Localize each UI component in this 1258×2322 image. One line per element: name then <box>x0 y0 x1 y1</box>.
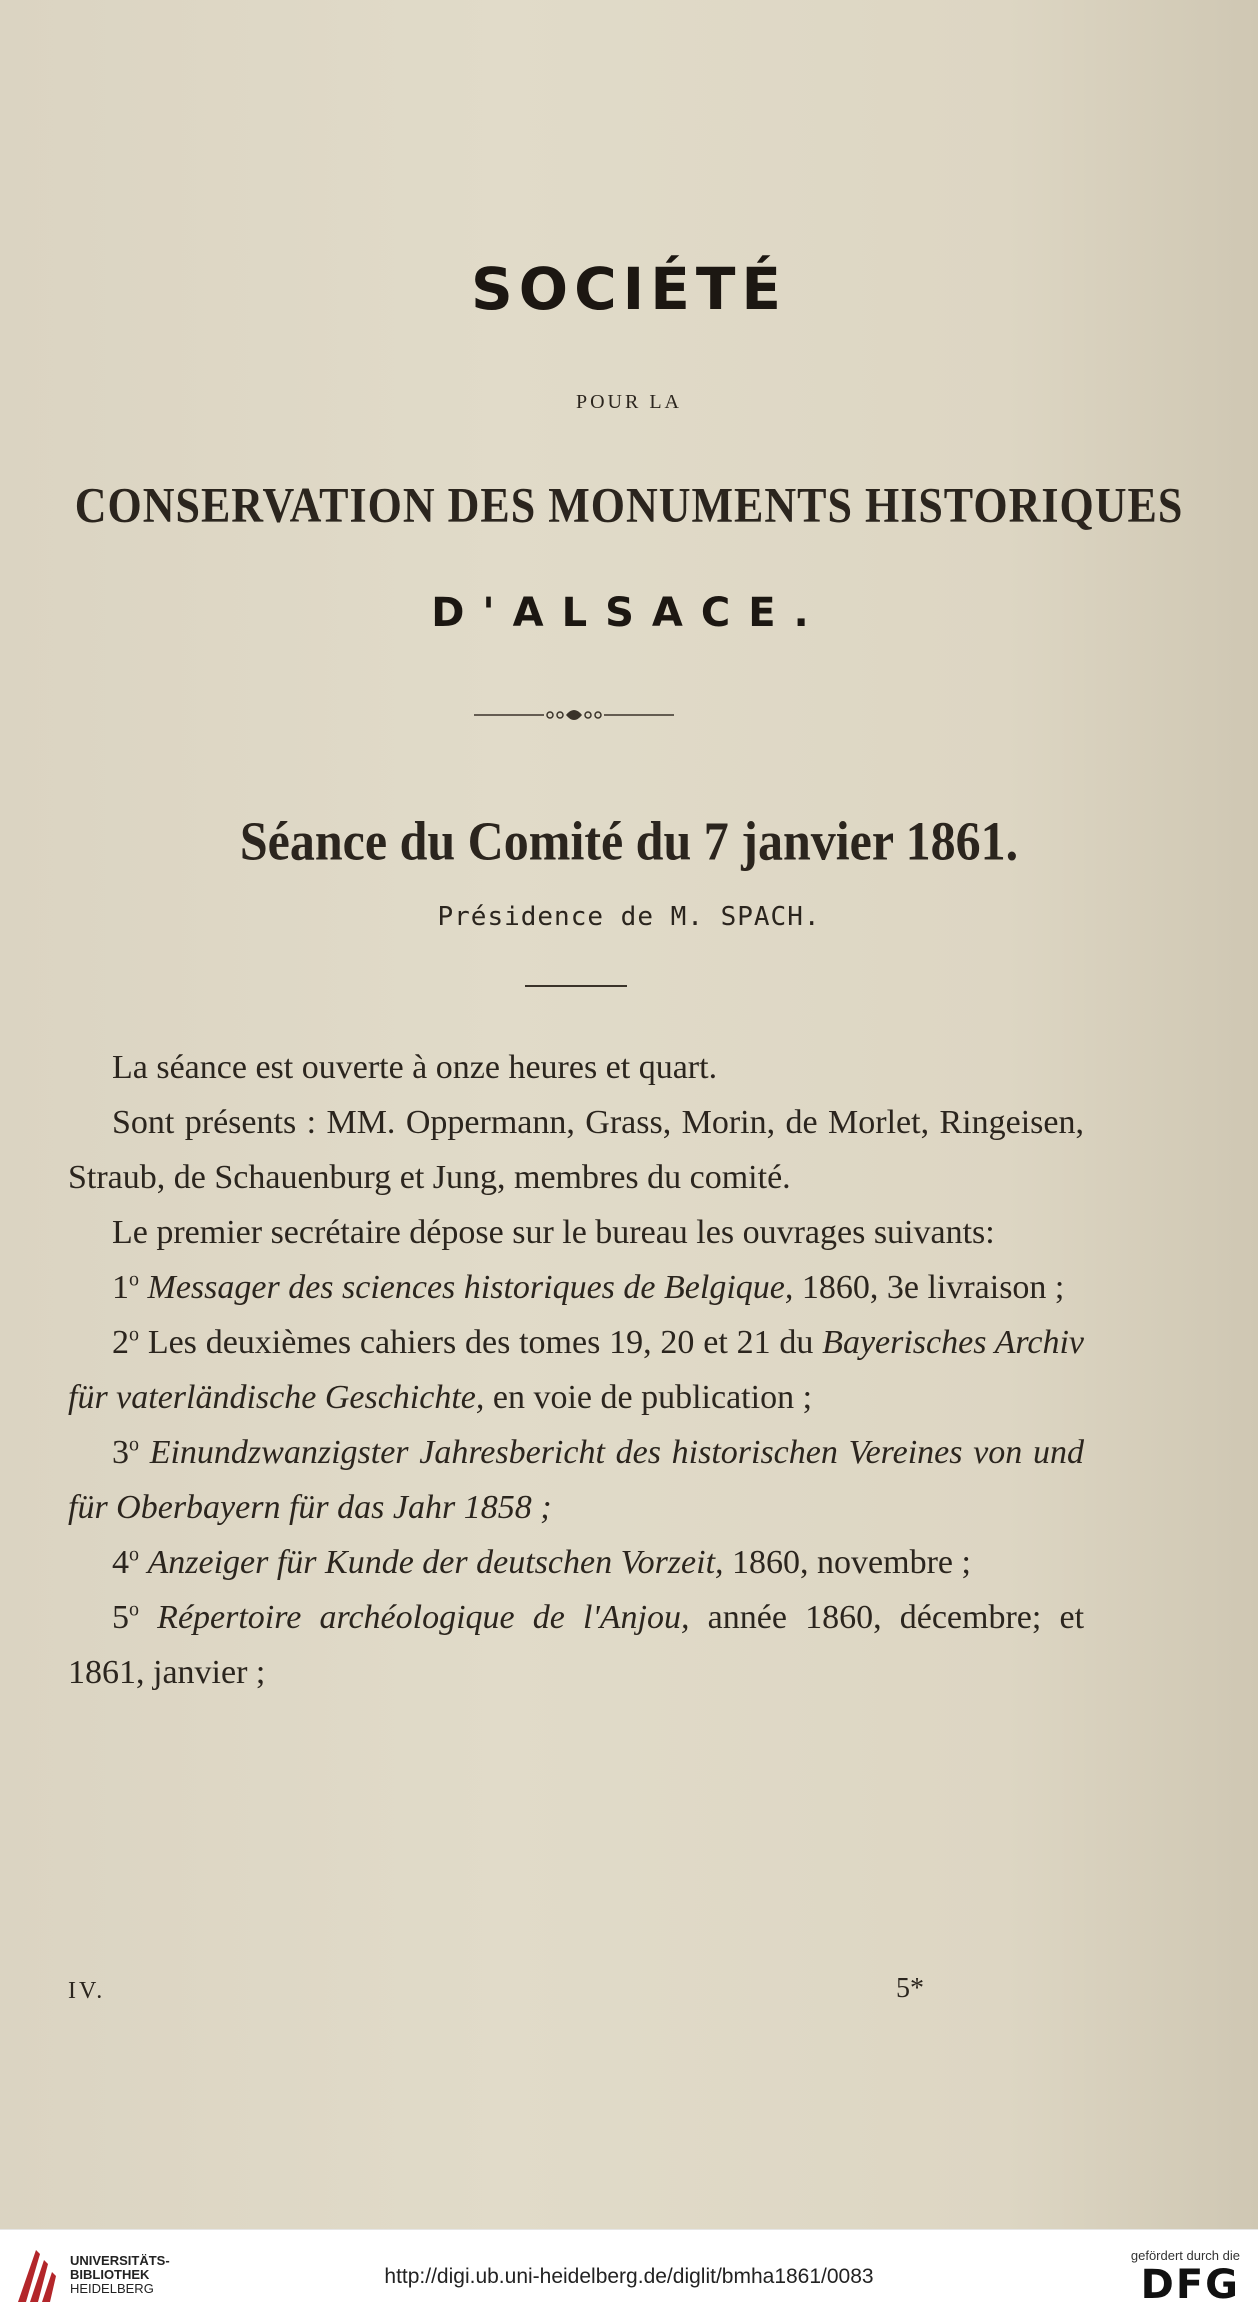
signature-mark: IV. <box>68 1978 106 2004</box>
viewer-footer <box>0 2229 1258 2322</box>
list-item: 2$^o$ Les deuxièmes cahiers des tomes 19, 20 et 21 du Bayerisches Archiv für vaterländische Geschichte, en voie de publication ; <box>68 1323 1084 1416</box>
deposit-paragraph: Le premier secrétaire dépose sur le bureau les ouvrages suivants: <box>112 1214 995 1251</box>
minutes-body <box>68 1040 1084 1700</box>
opening-paragraph: La séance est ouverte à onze heures et quart. <box>112 1049 718 1086</box>
society-subtitle: CONSERVATION DES MONUMENTS HISTORIQUES <box>74 478 1184 533</box>
list-item: 5$^o$ Répertoire archéologique de l'Anjou, année 1860, décembre; et 1861, janvier ; <box>68 1598 1085 1691</box>
session-title: Séance du Comité du 7 janvier 1861. <box>239 810 1019 872</box>
society-title: SOCIÉTÉ <box>470 255 788 323</box>
ornament-divider-icon <box>474 705 674 725</box>
attendees-paragraph: Sont présents : MM. Oppermann, Grass, Morin, de Morlet, Ringeisen, Straub, de Schauenburg et Jung, membres du comité. <box>68 1104 1084 1196</box>
library-name: UNIVERSITÄTS- BIBLIOTHEK HEIDELBERG <box>70 2253 170 2296</box>
presidency-line: Présidence de M. SPACH. <box>437 902 821 932</box>
pour-la-label: POUR LA <box>575 391 682 413</box>
dfg-logo: DFG <box>1140 2262 1240 2308</box>
list-item: 3$^o$ Einundzwanzigster Jahresbericht des historischen Vereines von und für Oberbayern für das Jahr 1858 ; <box>68 1433 1085 1526</box>
permalink-url[interactable]: http://digi.ub.uni-heidelberg.de/diglit/bmha1861/0083 <box>384 2265 874 2288</box>
sheet-number: 5* <box>896 1973 924 2004</box>
list-item: 4$^o$ Anzeiger für Kunde der deutschen Vorzeit, 1860, novembre ; <box>112 1543 971 1581</box>
region-title: D'ALSACE. <box>431 590 827 636</box>
funder-credit: gefördert durch die DFG <box>1100 2248 1240 2307</box>
list-item: 1$^o$ Messager des sciences historiques de Belgique, 1860, 3e livraison ; <box>112 1268 1065 1306</box>
section-rule <box>525 985 627 987</box>
